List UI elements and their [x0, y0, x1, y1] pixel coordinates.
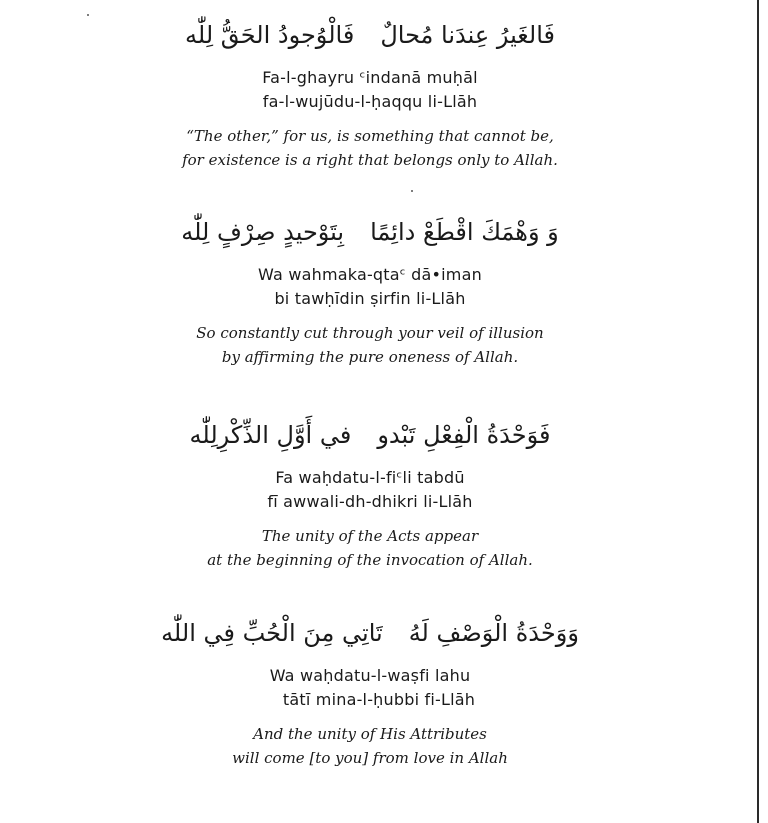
translation-line-2: for existence is a right that belongs only to Allah. — [182, 151, 558, 169]
arabic-hemistich-second: فَالْوُجودُ الحَقُّ لِلّٰه — [185, 21, 355, 49]
stanza-2 — [0, 215, 740, 369]
arabic-verse — [0, 18, 740, 52]
translation-line-1: The unity of the Acts appear — [261, 527, 479, 545]
scan-speck — [411, 190, 413, 192]
transliteration-line-1: Fa waḥdatu-l-fiᶜli tabdū — [275, 468, 465, 487]
arabic-hemistich-first: وَوَحْدَةُ الْوَصْفِ لَهُ — [408, 619, 579, 647]
arabic-hemistich-second: تَاتِي مِنَ الْحُبِّ فِي اللّٰه — [161, 619, 383, 647]
translation — [0, 524, 740, 572]
arabic-hemistich-first: فَالغَيرُ عِندَنا مُحالٌ — [380, 21, 555, 49]
page-edge-line — [757, 0, 759, 823]
stanza-4 — [0, 616, 740, 770]
translation-line-2: by affirming the pure oneness of Allah. — [221, 348, 519, 366]
transliteration — [0, 66, 740, 114]
transliteration — [0, 664, 740, 712]
stanza-1 — [0, 18, 740, 172]
translation-line-1: And the unity of His Attributes — [253, 725, 487, 743]
transliteration-line-1: Wa waḥdatu-l-waṣfi lahu — [269, 666, 471, 685]
scan-speck — [87, 14, 89, 16]
transliteration-line-2: bi tawḥīdin ṣirfin li-Llāh — [274, 289, 466, 308]
arabic-hemistich-second: بِتَوْحيدٍ صِرْفٍ لِلّٰه — [181, 218, 345, 246]
translation — [0, 124, 740, 172]
transliteration-line-2: fī awwali-dh-dhikri li-Llāh — [267, 492, 473, 511]
transliteration-line-1: Wa wahmaka-qtaᶜ dā•iman — [258, 265, 482, 284]
arabic-verse — [0, 215, 740, 249]
transliteration-line-2: tātī mina-l-ḥubbi fi-Llāh — [282, 690, 476, 709]
arabic-verse — [0, 418, 740, 452]
translation-line-1: So constantly cut through your veil of illusion — [196, 324, 544, 342]
transliteration — [0, 466, 740, 514]
transliteration-line-1: Fa-l-ghayru ᶜindanā muḥāl — [262, 68, 478, 87]
translation-line-2: will come [to you] from love in Allah — [232, 749, 508, 767]
arabic-hemistich-second: في أَوَّلِ الذِّكْرِلِلّٰه — [189, 421, 352, 449]
arabic-verse — [0, 616, 740, 650]
translation-line-1: “The other,” for us, is something that cannot be, — [186, 127, 554, 145]
arabic-hemistich-first: فَوَحْدَةُ الْفِعْلِ تَبْدو — [377, 421, 551, 449]
translation-line-2: at the beginning of the invocation of Allah. — [207, 551, 533, 569]
transliteration — [0, 263, 740, 311]
translation — [0, 722, 740, 770]
arabic-hemistich-first: وَ وَهْمَكَ اقْطَعْ دائِمًا — [370, 218, 559, 246]
transliteration-line-2: fa-l-wujūdu-l-ḥaqqu li-Llāh — [262, 92, 478, 111]
stanza-3 — [0, 418, 740, 572]
translation — [0, 321, 740, 369]
